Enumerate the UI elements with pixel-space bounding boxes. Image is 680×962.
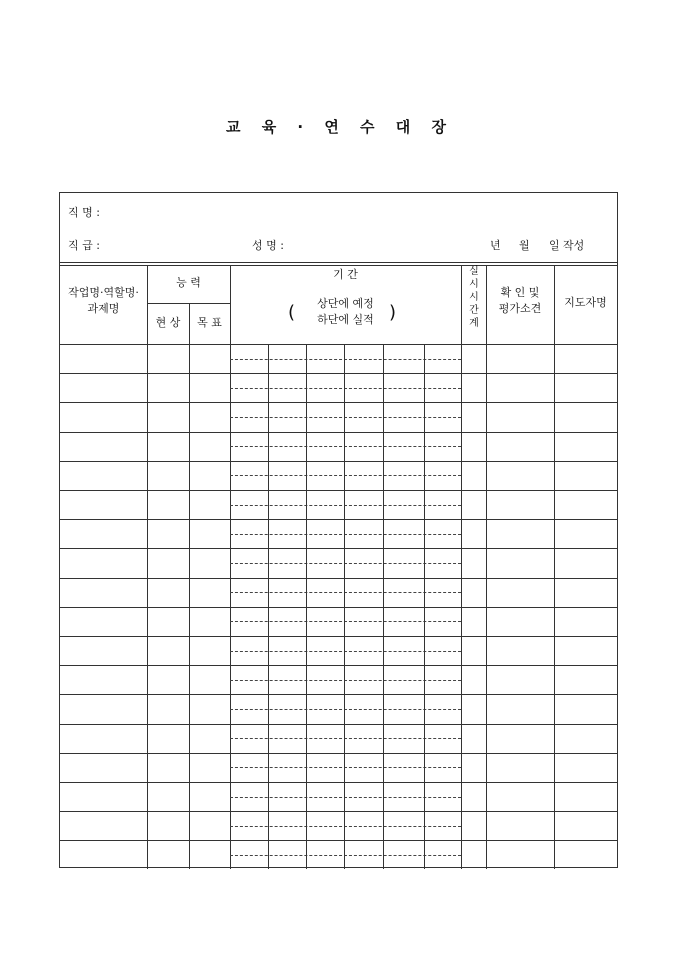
ability-header: 능 력 <box>176 276 201 289</box>
period-split-line <box>230 826 461 827</box>
hours-header-char: 시 <box>469 279 479 290</box>
period-note: 상단에 예정 하단에 실적 <box>317 297 374 326</box>
period-split-line <box>230 417 461 418</box>
period-split-line <box>230 592 461 593</box>
period-paren-open: ( <box>288 302 296 323</box>
period-split-line <box>230 446 461 447</box>
hours-header-char: 간 <box>469 305 479 316</box>
ability-subdivider <box>147 303 230 304</box>
education-register-form <box>59 192 618 868</box>
period-subcolumn-line <box>424 344 425 869</box>
hours-total-header <box>467 265 481 330</box>
period-subcolumn-line <box>306 344 307 869</box>
written-label: 작성 <box>563 239 585 252</box>
month-label: 월 <box>519 239 530 252</box>
name-label: 성 명 : <box>252 239 284 252</box>
confirm-header: 확 인 및 평가소견 <box>498 286 542 315</box>
current-header: 현 상 <box>155 316 181 329</box>
period-split-line <box>230 651 461 652</box>
period-split-line <box>230 855 461 856</box>
period-split-line <box>230 359 461 360</box>
hours-header-char: 시 <box>469 292 479 303</box>
period-subcolumn-line <box>268 344 269 869</box>
hours-header-char: 실 <box>469 266 479 277</box>
document-title: 교 육 · 연 수 대 장 <box>226 118 454 136</box>
period-split-line <box>230 621 461 622</box>
grade-label: 직 급 : <box>68 239 100 252</box>
day-label: 일 <box>549 239 560 252</box>
hours-header-char: 계 <box>469 318 479 329</box>
period-split-line <box>230 767 461 768</box>
period-split-line <box>230 738 461 739</box>
period-split-line <box>230 475 461 476</box>
target-header: 목 표 <box>197 316 222 329</box>
period-split-line <box>230 388 461 389</box>
task-header: 작업명·역할명· 과제명 <box>68 286 139 315</box>
position-label: 직 명 : <box>68 206 100 219</box>
instructor-header: 지도자명 <box>564 296 607 309</box>
period-subcolumn-line <box>383 344 384 869</box>
period-split-line <box>230 797 461 798</box>
year-label: 년 <box>490 239 501 252</box>
period-split-line <box>230 680 461 681</box>
period-header: 기 간 <box>333 268 358 281</box>
info-divider-top <box>60 262 617 263</box>
period-subcolumn-line <box>344 344 345 869</box>
period-split-line <box>230 534 461 535</box>
period-split-line <box>230 505 461 506</box>
info-divider-bottom <box>60 265 617 266</box>
period-paren-close: ) <box>389 302 397 323</box>
period-split-line <box>230 709 461 710</box>
period-split-line <box>230 563 461 564</box>
